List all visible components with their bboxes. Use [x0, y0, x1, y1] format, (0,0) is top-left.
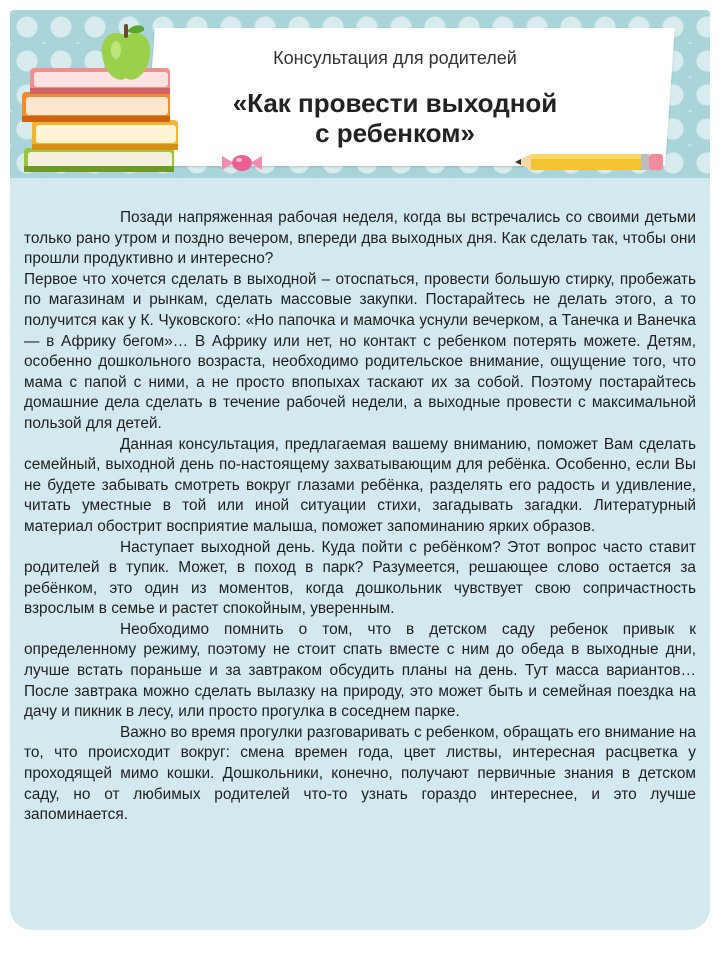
pencil-icon — [515, 150, 665, 174]
content-panel — [10, 178, 710, 930]
paragraph-6: Важно во время прогулки разговаривать с ребенком, обращать его внимание на то, что происходит вокруг: смена времен года, цвет листвы, интересная расцветка у проходящей мимо кошки. Дошкольники, конечно, получают первичные знания в детском саду, но от любимых родителей что-то узнать гораздо интереснее, и это лучше запоминается. — [24, 723, 696, 824]
candy-icon — [222, 152, 262, 174]
paragraph-3: Данная консультация, предлагаемая вашему вниманию, поможет Вам сделать семейный, выходной день по-настоящему захватывающим для ребёнка. Особенно, если Вы не будете забывать смотреть вокруг глазами ребёнка, разделять его радость и удивление, читать уместные в той или иной ситуации стихи, загадывать загадки. Литературный материал обострит восприятие малыша, поможет запоминанию ярких образов. — [24, 435, 696, 535]
paragraph-4: Наступает выходной день. Куда пойти с ребёнком? Этот вопрос часто ставит родителей в тупик. Может, в поход в парк? Разумеется, решающее слово остается за ребёнком, это один из моментов, когда дошкольник чувствует свою сопричастность взрослым в семье и растет спокойным, уверенным. — [24, 538, 696, 618]
title-line-1: «Как провести выходной — [232, 88, 558, 118]
title-line-2: с ребенком» — [315, 118, 475, 148]
paragraph-1: Позади напряженная рабочая неделя, когда вы встречались со своими детьми только рано утром и поздно вечером, впереди два выходных дня. Как сделать так, чтобы они прошли продуктивно и интересно? — [24, 209, 696, 268]
page-title — [180, 88, 610, 148]
apple-icon — [96, 22, 156, 86]
paragraph-2: Первое что хочется сделать в выходной – отоспаться, провести большую стирку, пробежать по магазинам и рынкам, сделать массовые закупки. Постарайтесь не делать этого, а то получится как у К. Чуковского: «Но папочка и мамочка уснули вечерком, а Танечка и Ванечка — в Африку бегом»… В Африку или нет, но контакт с ребенком потерять можете. Детям, особенно дошкольного возраста, необходимо родительское внимание, ощущение того, что мама с папой с ними, а не просто впопыхах таскают их за собой. Поэтому постарайтесь домашние дела сделать в течение рабочей недели, а выходные провести с максимальной пользой для детей. — [24, 270, 696, 432]
paragraph-5: Необходимо помнить о том, что в детском саду ребенок привык к определенному режиму, поэтому не стоит спать вместе с ним до обеда в выходные дни, лучше встать пораньше и за завтраком обсудить планы на день. Тут масса вариантов… После завтрака можно сделать вылазку на природу, это может быть и семейная поездка на дачу и пикник в лесу, или просто прогулка в соседнем парке. — [24, 620, 696, 721]
header-subtitle: Консультация для родителей — [273, 48, 517, 68]
